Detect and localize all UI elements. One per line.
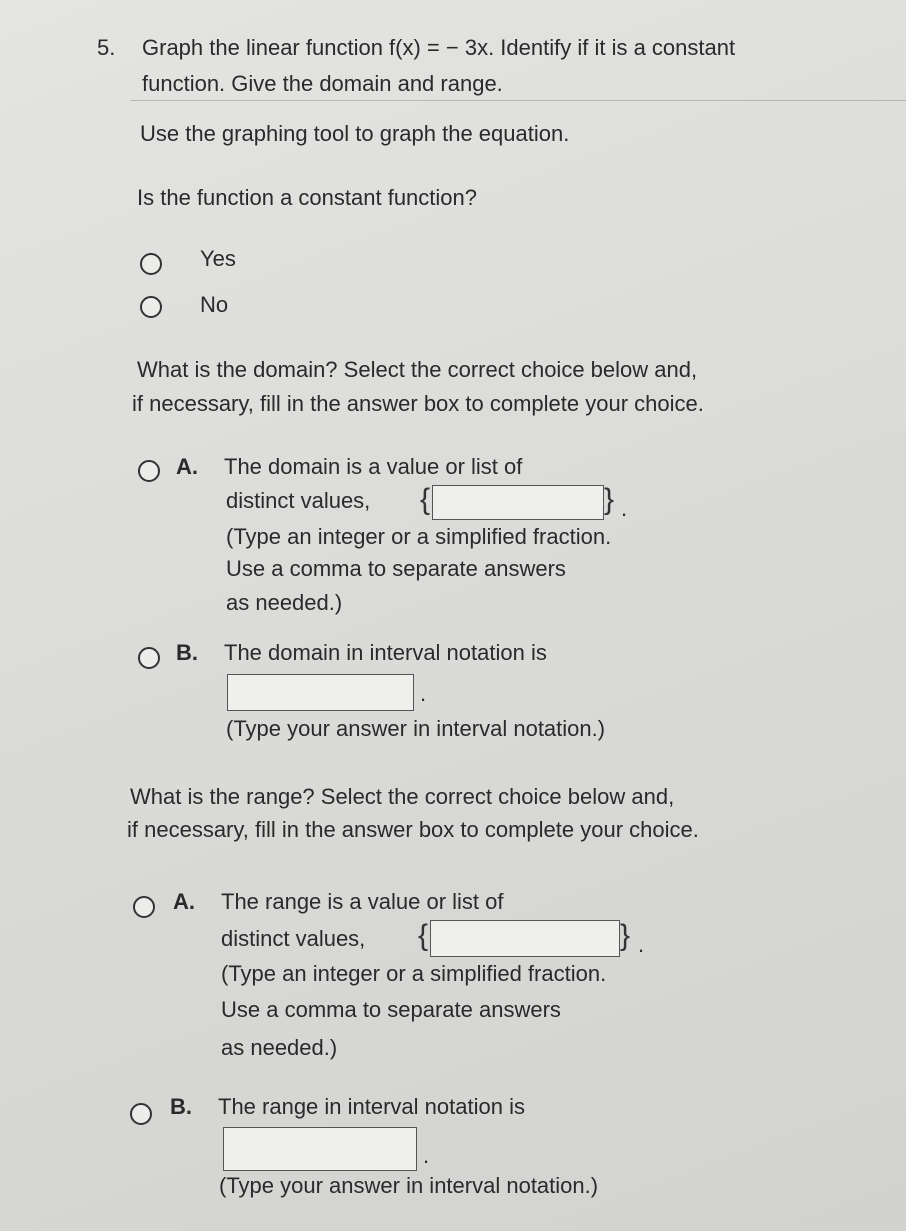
range-choice-b-radio[interactable]	[130, 1103, 152, 1125]
domain-choice-a-line-2: distinct values,	[226, 488, 371, 513]
domain-brace-close: }	[604, 483, 615, 516]
domain-choice-b-letter: B.	[176, 640, 198, 665]
constant-yes-radio[interactable]	[140, 253, 162, 275]
domain-choice-a-text: The domain is a value or list of	[224, 454, 523, 479]
domain-values-period: .	[621, 496, 628, 521]
range-choice-b-letter: B.	[170, 1094, 192, 1119]
question-line-1	[97, 30, 735, 66]
range-choice-a-hint-2: Use a comma to separate answers	[221, 997, 561, 1022]
domain-choice-b-radio[interactable]	[138, 647, 160, 669]
graph-instruction: Use the graphing tool to graph the equation.	[140, 121, 570, 146]
domain-brace-open: {	[420, 483, 431, 516]
question-text-line-2: function. Give the domain and range.	[142, 71, 503, 96]
domain-choice-b-text: The domain in interval notation is	[224, 640, 547, 665]
domain-choice-a-line-1[interactable]	[176, 451, 522, 483]
domain-choice-a-hint-3: as needed.)	[226, 590, 343, 615]
range-choice-a-hint-3: as needed.)	[221, 1035, 338, 1060]
range-choice-a-text: The range is a value or list of	[221, 889, 504, 914]
question-header	[97, 30, 735, 102]
range-choice-a-hint-1: (Type an integer or a simplified fraction.	[221, 961, 607, 986]
constant-yes-label[interactable]: Yes	[200, 246, 236, 271]
domain-interval-period: .	[420, 681, 427, 706]
range-choice-b-text: The range in interval notation is	[218, 1094, 525, 1119]
domain-choice-b-hint: (Type your answer in interval notation.)	[226, 716, 606, 741]
range-choice-b-line-1[interactable]	[170, 1091, 525, 1123]
domain-prompt-line-2: if necessary, fill in the answer box to complete your choice.	[132, 391, 704, 416]
question-number: 5.	[97, 35, 116, 60]
section-divider	[130, 100, 906, 101]
range-choice-a-line-1[interactable]	[173, 886, 503, 918]
range-interval-period: .	[423, 1143, 430, 1168]
constant-question-prompt: Is the function a constant function?	[137, 185, 478, 210]
domain-choice-a-radio[interactable]	[138, 460, 160, 482]
domain-prompt-line-1: What is the domain? Select the correct choice below and,	[137, 357, 698, 382]
domain-values-input[interactable]	[432, 485, 604, 520]
domain-choice-a-letter: A.	[176, 454, 198, 479]
range-brace-close: }	[620, 919, 631, 952]
range-choice-b-hint: (Type your answer in interval notation.)	[219, 1173, 599, 1198]
domain-interval-input[interactable]	[227, 674, 414, 711]
range-values-period: .	[638, 932, 645, 957]
domain-choice-a-hint-1: (Type an integer or a simplified fraction.	[226, 524, 612, 549]
range-values-input[interactable]	[430, 920, 620, 957]
domain-choice-b-line-1[interactable]	[176, 637, 547, 669]
constant-no-label[interactable]: No	[200, 292, 229, 317]
range-choice-a-letter: A.	[173, 889, 195, 914]
range-choice-a-radio[interactable]	[133, 896, 155, 918]
domain-choice-a-hint-2: Use a comma to separate answers	[226, 556, 566, 581]
range-choice-a-line-2: distinct values,	[221, 926, 366, 951]
range-prompt-line-1: What is the range? Select the correct choice below and,	[130, 784, 675, 809]
range-prompt-line-2: if necessary, fill in the answer box to complete your choice.	[127, 817, 699, 842]
question-text-line-1: Graph the linear function f(x) = − 3x. Identify if it is a constant	[142, 35, 736, 60]
constant-no-radio[interactable]	[140, 296, 162, 318]
range-brace-open: {	[418, 919, 429, 952]
range-interval-input[interactable]	[223, 1127, 417, 1171]
